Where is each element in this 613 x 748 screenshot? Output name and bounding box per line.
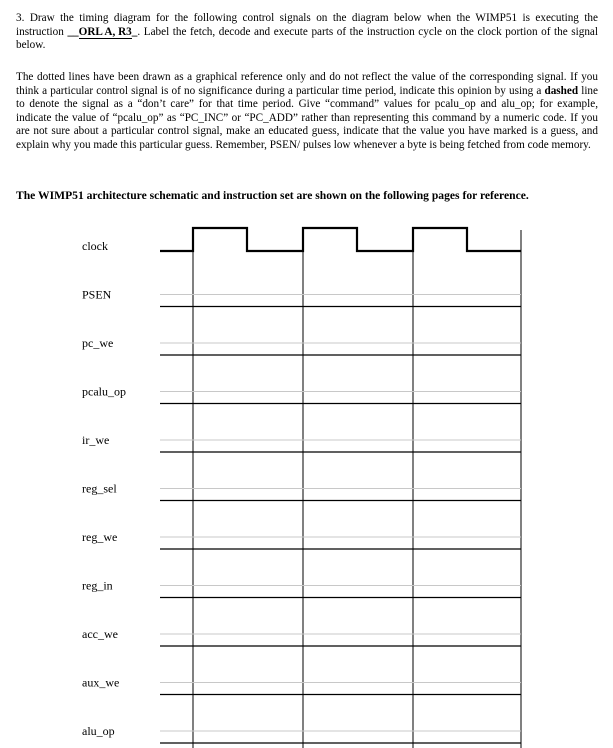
instructions-text-2: line to denote the signal as a “don’t care” for that time period. Give “command” values for pcalu_op and alu_op; for example, indicate the value of “pcalu_op” as “PC_INC” or “PC_ADD” rather than representing this command by a numeric code. If you are not sure about a particular control signal, make an educated guess, indicate that the value you have marked is a guess, and explain why you made this particular guess. Remember, PSEN/ pulses low whenever a byte is being fetched from code memory.: [16, 84, 598, 151]
signal-label-aux-we: aux_we: [82, 675, 120, 690]
signal-label-reg-we: reg_we: [82, 530, 118, 544]
instruction-blank-pre: __: [67, 25, 79, 38]
reference-note: The WIMP51 architecture schematic and instruction set are shown on the following pages for reference.: [16, 189, 529, 202]
signal-label-psen: PSEN: [82, 287, 112, 302]
question-text-start: 3. Draw the timing diagram for the following control signals on the diagram below when the WIMP51 is executing the instruction: [16, 12, 598, 38]
signal-label-reg-in: reg_in: [82, 578, 113, 593]
signal-label-ir-we: ir_we: [82, 433, 110, 447]
signal-label-reg-sel: reg_sel: [82, 481, 117, 496]
reference-lines: [160, 295, 521, 744]
signal-labels: [82, 239, 126, 738]
signal-label-alu-op: alu_op: [82, 724, 115, 738]
signal-label-acc-we: acc_we: [82, 627, 118, 641]
clock-waveform: [160, 228, 521, 251]
instruction-blank-post: _: [131, 25, 138, 38]
dashed-emphasis: dashed: [544, 84, 579, 97]
signal-label-pc-we: pc_we: [82, 336, 114, 350]
instruction-text: ORL A, R3: [78, 25, 132, 38]
signal-label-clock: clock: [82, 239, 108, 253]
question-text-end: . Label the fetch, decode and execute parts of the instruction cycle on the clock portion of the signal below.: [16, 25, 599, 52]
signal-label-pcalu-op: pcalu_op: [82, 384, 126, 399]
instructions-text-1: The dotted lines have been drawn as a graphical reference only and do not reflect the value of the corresponding signal. If you think a particular control signal is of no significance during a particular time period, indicate this opinion by using a: [16, 71, 598, 97]
